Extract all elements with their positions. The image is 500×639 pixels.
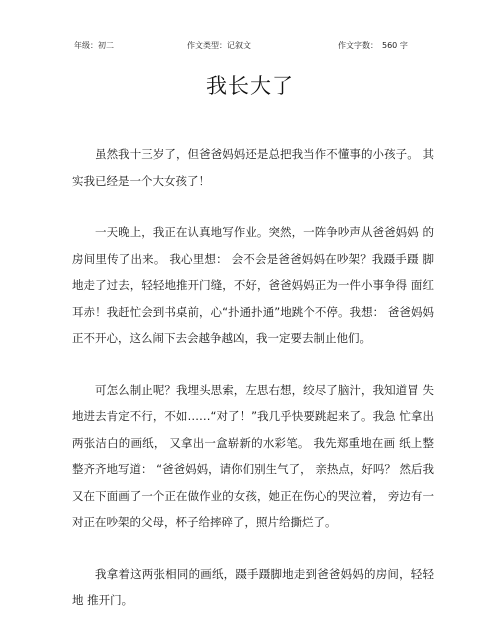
essay-type-meta — [187, 40, 251, 52]
paragraph-1: 虽然我十三岁了，但爸爸妈妈还是总把我当作不懂事的小孩子。 其实我已经是一个大女孩了！ — [72, 147, 434, 188]
essay-type-value: 记叙文 — [227, 41, 251, 50]
essay-type-label: 作文类型： — [187, 41, 227, 50]
paragraph-4: 我拿着这两张相同的画纸，蹑手蹑脚地走到爸爸妈妈的房间，轻轻地 推开门。 — [72, 566, 434, 607]
paragraph-3: 可怎么制止呢？我埋头思索，左思右想，绞尽了脑汁，我知道冒 失地进去肯定不行，不如……“对了！”我几乎快要跳起来了。我急 忙拿出两张洁白的画纸， 又拿出一盒崭新的水彩笔。 我先郑重地在画 纸上整整齐齐地写道： “爸爸妈妈，请你们别生气了， 亲热点，好吗？ 然后我又在下面画了一个正在做作业的女孩，她正在伤心的哭泣着， 旁边有一对正在吵架的父母，杯子给摔碎了，照片给撕烂了。 — [72, 382, 434, 529]
essay-title: 我长大了 — [206, 74, 294, 98]
grade-label: 年级： — [74, 41, 98, 50]
word-count-meta — [338, 40, 408, 52]
word-count-label: 作文字数： — [338, 41, 378, 50]
paragraph-2: 一天晚上，我正在认真地写作业。突然，一阵争吵声从爸爸妈妈 的房间里传了出来。 我心里想： 会不会是爸爸妈妈在吵架？我蹑手蹑 脚地走了过去，轻轻地推开门缝，不好，爸爸妈妈正为一件小事争得 面红耳赤！我赶忙会到书桌前，心“扑通扑通”地跳个不停。我想： 爸爸妈妈正不开心，这么闹下去会越争越凶，我一定要去制止他们。 — [72, 225, 434, 345]
word-count-value: 560 字 — [382, 41, 408, 50]
grade-value: 初二 — [98, 41, 114, 50]
essay-body — [72, 141, 434, 639]
grade-meta — [74, 40, 114, 52]
